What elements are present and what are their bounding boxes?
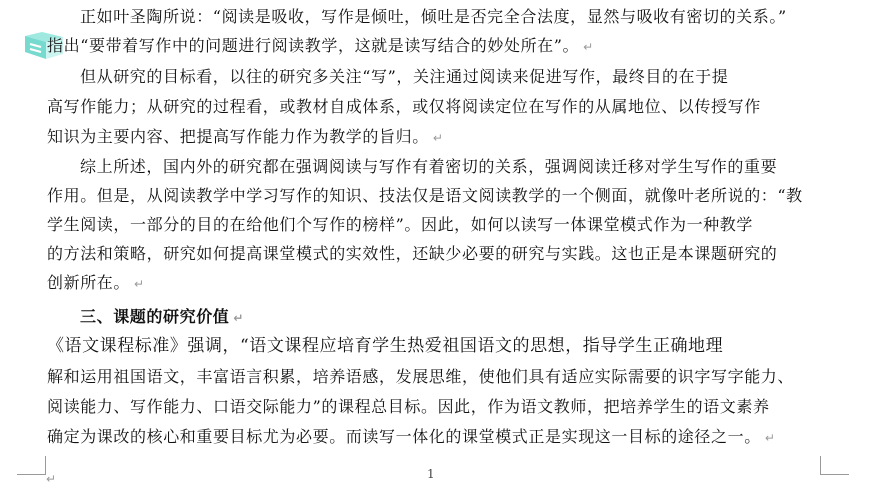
page-number: 1 [427, 467, 435, 481]
paragraph-line: 确定为课改的核心和重要目标尤为必要。而读写一体化的课堂模式正是实现这一目标的途径之一。 ↵ [47, 427, 776, 446]
paragraph-line: 的方法和策略，研究如何提高课堂模式的实效性，还缺少必要的研究与实践。这也正是本课题研究的 [47, 244, 778, 263]
paragraph-mark-icon: ↵ [233, 311, 245, 325]
paragraph-mark-icon: ↵ [432, 131, 444, 145]
page-corner-mark-right [820, 456, 849, 475]
paragraph-line: 但从研究的目标看，以往的研究多关注“写”，关注通过阅读来促进写作，最终目的在于提 [80, 67, 729, 86]
paragraph-line: 知识为主要内容、把提高写作能力作为教学的旨归。 ↵ [47, 127, 444, 146]
paragraph-line: 学生阅读，一部分的目的在给他们个写作的榜样”。因此，如何以读写一体课堂模式作为一种教学 [47, 215, 753, 234]
paragraph-line: 指出“要带着写作中的问题进行阅读教学，这就是读写结合的妙处所在”。 ↵ [47, 36, 594, 55]
paragraph-line: 创新所在。 ↵ [47, 273, 145, 292]
paragraph-line: 《语文课程标准》强调，“语文课程应培育学生热爱祖国语文的思想，指导学生正确地理 [47, 336, 724, 356]
page-corner-mark-left [17, 456, 46, 475]
footer-paragraph-mark-icon: ↵ [46, 472, 57, 486]
paragraph-mark-icon: ↵ [764, 431, 776, 445]
paragraph-line: 解和运用祖国语文，丰富语言积累，培养语感，发展思维，使他们具有适应实际需要的识字写字能力、 [47, 367, 795, 386]
paragraph-line: 作用。但是，从阅读教学中学习写作的知识、技法仅是语文阅读教学的一个侧面，就像叶老所说的：“教 [47, 186, 803, 205]
paragraph-line: 综上所述，国内外的研究都在强调阅读与写作有着密切的关系，强调阅读迁移对学生写作的重要 [80, 157, 778, 176]
section-heading: 三、课题的研究价值 ↵ [80, 307, 245, 326]
paragraph-mark-icon: ↵ [583, 40, 594, 54]
paragraph-line: 阅读能力、写作能力、口语交际能力”的课程总目标。因此，作为语文教师，把培养学生的语文素养 [47, 397, 770, 416]
paragraph-line: 高写作能力；从研究的过程看，或教材自成体系，或仅将阅读定位在写作的从属地位、以传授写作 [47, 97, 761, 116]
paragraph-mark-icon: ↵ [134, 277, 145, 291]
paragraph-line: 正如叶圣陶所说：“阅读是吸收，写作是倾吐，倾吐是否完全合法度，显然与吸收有密切的关系。” [80, 7, 787, 26]
